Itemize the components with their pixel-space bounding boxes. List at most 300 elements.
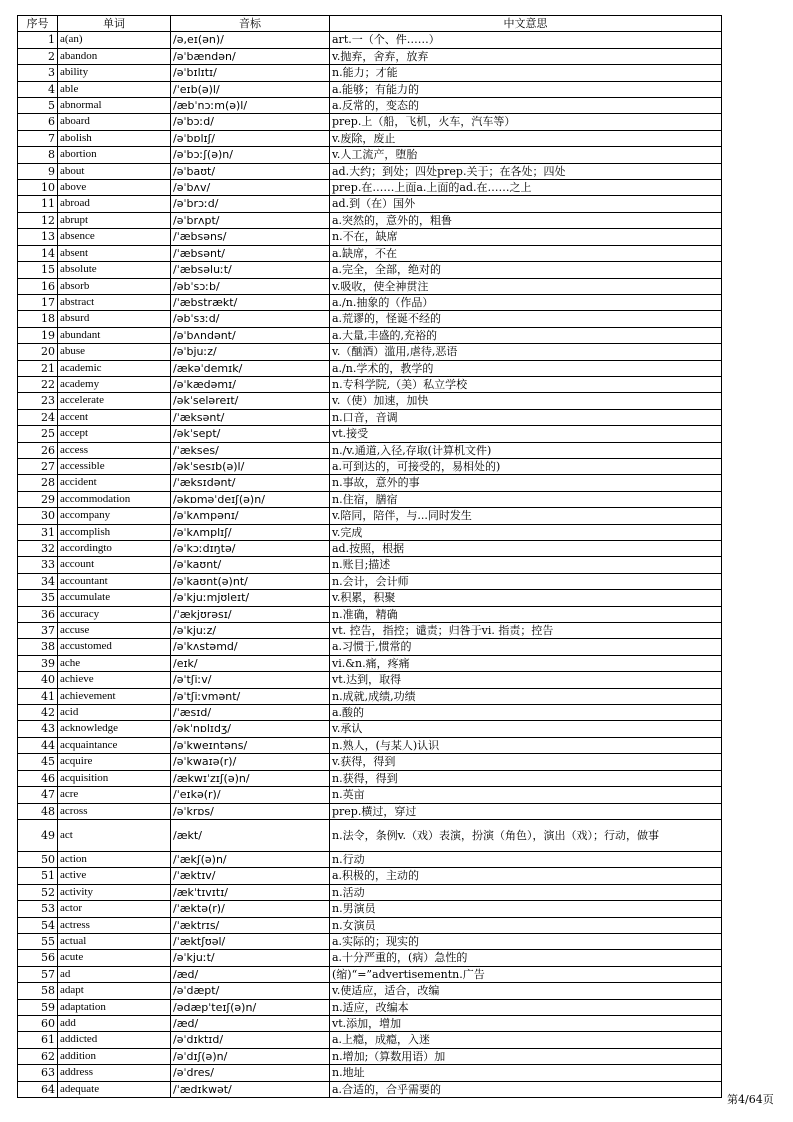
entry-meaning: prep.在……上面a.上面的ad.在……之上 <box>330 180 722 196</box>
entry-phonetic: /əkˈseləreɪt/ <box>171 393 330 409</box>
entry-phonetic: /ˈæbsəns/ <box>171 229 330 245</box>
entry-meaning: n.适应，改编本 <box>330 999 722 1015</box>
entry-number: 57 <box>18 966 58 982</box>
entry-number: 10 <box>18 180 58 196</box>
entry-number: 11 <box>18 196 58 212</box>
entry-meaning: a.突然的，意外的，粗鲁 <box>330 212 722 228</box>
entry-meaning: vt.添加，增加 <box>330 1015 722 1031</box>
entry-meaning: a.能够；有能力的 <box>330 81 722 97</box>
entry-word: academic <box>58 360 171 376</box>
table-row <box>18 65 722 81</box>
table-row <box>18 344 722 360</box>
table-row <box>18 426 722 442</box>
table-row <box>18 754 722 770</box>
entry-word: accept <box>58 426 171 442</box>
table-row <box>18 705 722 721</box>
entry-meaning: n.专科学院,（美）私立学校 <box>330 376 722 392</box>
table-row <box>18 884 722 900</box>
entry-meaning: v.（使）加速，加快 <box>330 393 722 409</box>
entry-word: acre <box>58 787 171 803</box>
entry-meaning: n.口音，音调 <box>330 409 722 425</box>
entry-word: abolish <box>58 130 171 146</box>
table-row <box>18 672 722 688</box>
table-row <box>18 32 722 48</box>
entry-phonetic: /əˈkɔːdɪŋtə/ <box>171 541 330 557</box>
table-row <box>18 393 722 409</box>
entry-number: 4 <box>18 81 58 97</box>
entry-number: 44 <box>18 737 58 753</box>
entry-number: 27 <box>18 458 58 474</box>
entry-phonetic: /əˈdres/ <box>171 1065 330 1081</box>
entry-word: addicted <box>58 1032 171 1048</box>
entry-meaning: a.积极的，主动的 <box>330 868 722 884</box>
table-row <box>18 114 722 130</box>
table-row <box>18 950 722 966</box>
entry-phonetic: /əbˈsɜːd/ <box>171 311 330 327</box>
entry-word: abundant <box>58 327 171 343</box>
entry-number: 62 <box>18 1048 58 1064</box>
entry-number: 1 <box>18 32 58 48</box>
entry-phonetic: /ˈæktrɪs/ <box>171 917 330 933</box>
entry-meaning: n.会计，会计师 <box>330 573 722 589</box>
entry-number: 30 <box>18 508 58 524</box>
entry-phonetic: /ˈæktə(r)/ <box>171 901 330 917</box>
table-row <box>18 278 722 294</box>
entry-number: 59 <box>18 999 58 1015</box>
entry-phonetic: /əˈbɪlɪtɪ/ <box>171 65 330 81</box>
entry-phonetic: /əˈkweɪntəns/ <box>171 737 330 753</box>
entry-meaning: n.获得，得到 <box>330 770 722 786</box>
entry-number: 47 <box>18 787 58 803</box>
entry-number: 24 <box>18 409 58 425</box>
entry-word: access <box>58 442 171 458</box>
table-row <box>18 901 722 917</box>
entry-number: 39 <box>18 655 58 671</box>
entry-number: 16 <box>18 278 58 294</box>
entry-meaning: a.合适的，合乎需要的 <box>330 1081 722 1097</box>
entry-number: 48 <box>18 803 58 819</box>
entry-phonetic: /ˈækses/ <box>171 442 330 458</box>
entry-number: 5 <box>18 98 58 114</box>
entry-word: aboard <box>58 114 171 130</box>
entry-phonetic: /ækwɪˈzɪʃ(ə)n/ <box>171 770 330 786</box>
table-row <box>18 983 722 999</box>
entry-number: 19 <box>18 327 58 343</box>
entry-word: accustomed <box>58 639 171 655</box>
entry-number: 20 <box>18 344 58 360</box>
table-row <box>18 163 722 179</box>
entry-meaning: n.增加;（算数用语）加 <box>330 1048 722 1064</box>
entry-word: active <box>58 868 171 884</box>
table-row <box>18 541 722 557</box>
entry-word: accessible <box>58 458 171 474</box>
entry-phonetic: /ækt/ <box>171 819 330 851</box>
table-row <box>18 475 722 491</box>
entry-word: abroad <box>58 196 171 212</box>
table-row <box>18 524 722 540</box>
table-row <box>18 376 722 392</box>
table-row <box>18 262 722 278</box>
entry-word: acknowledge <box>58 721 171 737</box>
entry-word: achievement <box>58 688 171 704</box>
entry-meaning: n.行动 <box>330 851 722 867</box>
entry-meaning: v.承认 <box>330 721 722 737</box>
entry-number: 55 <box>18 933 58 949</box>
entry-number: 29 <box>18 491 58 507</box>
header-row <box>18 16 722 32</box>
entry-meaning: a.大量,丰盛的,充裕的 <box>330 327 722 343</box>
entry-phonetic: /əˈkjuːt/ <box>171 950 330 966</box>
entry-word: accordingto <box>58 541 171 557</box>
entry-meaning: n.法令，条例v.（戏）表演，扮演（角色），演出（戏）；行动，做事 <box>330 819 722 851</box>
table-row <box>18 294 722 310</box>
table-row <box>18 851 722 867</box>
entry-phonetic: /ˈædɪkwət/ <box>171 1081 330 1097</box>
entry-word: adapt <box>58 983 171 999</box>
entry-number: 56 <box>18 950 58 966</box>
entry-meaning: v.积累，积聚 <box>330 590 722 606</box>
entry-phonetic: /æd/ <box>171 1015 330 1031</box>
entry-phonetic: /əˈbʌndənt/ <box>171 327 330 343</box>
entry-word: accommodation <box>58 491 171 507</box>
entry-phonetic: /əˈbɔːʃ(ə)n/ <box>171 147 330 163</box>
entry-phonetic: /əˈtʃiːvmənt/ <box>171 688 330 704</box>
entry-meaning: v.获得，得到 <box>330 754 722 770</box>
entry-meaning: ad.到（在）国外 <box>330 196 722 212</box>
table-row <box>18 245 722 261</box>
entry-word: accent <box>58 409 171 425</box>
entry-meaning: a.完全，全部，绝对的 <box>330 262 722 278</box>
entry-number: 36 <box>18 606 58 622</box>
entry-word: absent <box>58 245 171 261</box>
entry-word: absence <box>58 229 171 245</box>
entry-word: acid <box>58 705 171 721</box>
entry-phonetic: /əˈkrɒs/ <box>171 803 330 819</box>
entry-word: abandon <box>58 48 171 64</box>
entry-word: actor <box>58 901 171 917</box>
entry-phonetic: /ˈækʃ(ə)n/ <box>171 851 330 867</box>
entry-meaning: a.十分严重的，(病）急性的 <box>330 950 722 966</box>
entry-number: 54 <box>18 917 58 933</box>
entry-number: 50 <box>18 851 58 867</box>
table-row <box>18 147 722 163</box>
entry-phonetic: /əˈbɒlɪʃ/ <box>171 130 330 146</box>
entry-number: 26 <box>18 442 58 458</box>
entry-phonetic: /əˈbjuːz/ <box>171 344 330 360</box>
entry-word: accuse <box>58 623 171 639</box>
entry-phonetic: /əˈkædəmɪ/ <box>171 376 330 392</box>
header-meaning: 中文意思 <box>330 16 722 32</box>
entry-meaning: n.男演员 <box>330 901 722 917</box>
entry-meaning: vt.接受 <box>330 426 722 442</box>
entry-word: actual <box>58 933 171 949</box>
table-row <box>18 229 722 245</box>
entry-number: 58 <box>18 983 58 999</box>
entry-meaning: v.废除，废止 <box>330 130 722 146</box>
entry-word: abuse <box>58 344 171 360</box>
entry-word: address <box>58 1065 171 1081</box>
entry-meaning: n.账目;描述 <box>330 557 722 573</box>
entry-word: adaptation <box>58 999 171 1015</box>
entry-number: 7 <box>18 130 58 146</box>
table-row <box>18 98 722 114</box>
entry-phonetic: /əˈtʃiːv/ <box>171 672 330 688</box>
entry-number: 63 <box>18 1065 58 1081</box>
table-row <box>18 1015 722 1031</box>
table-row <box>18 458 722 474</box>
vocabulary-table <box>17 15 722 1098</box>
entry-meaning: a.反常的，变态的 <box>330 98 722 114</box>
entry-phonetic: /ədæpˈteɪʃ(ə)n/ <box>171 999 330 1015</box>
entry-number: 34 <box>18 573 58 589</box>
table-row <box>18 933 722 949</box>
entry-phonetic: /eɪk/ <box>171 655 330 671</box>
entry-meaning: v.（酗酒）滥用,虐待,恶语 <box>330 344 722 360</box>
entry-meaning: n.事故，意外的事 <box>330 475 722 491</box>
entry-word: ad <box>58 966 171 982</box>
entry-word: abnormal <box>58 98 171 114</box>
entry-number: 60 <box>18 1015 58 1031</box>
entry-phonetic: /əˈbʌv/ <box>171 180 330 196</box>
entry-phonetic: /əˈkaʊnt/ <box>171 557 330 573</box>
entry-word: acquisition <box>58 770 171 786</box>
entry-phonetic: /ˈæsɪd/ <box>171 705 330 721</box>
entry-meaning: a.酸的 <box>330 705 722 721</box>
entry-phonetic: /əkɒməˈdeɪʃ(ə)n/ <box>171 491 330 507</box>
table-row <box>18 803 722 819</box>
entry-number: 46 <box>18 770 58 786</box>
entry-number: 38 <box>18 639 58 655</box>
entry-word: accident <box>58 475 171 491</box>
entry-meaning: v.吸收，使全神贯注 <box>330 278 722 294</box>
entry-meaning: a.实际的；现实的 <box>330 933 722 949</box>
entry-meaning: n.活动 <box>330 884 722 900</box>
entry-word: accomplish <box>58 524 171 540</box>
entry-number: 9 <box>18 163 58 179</box>
entry-number: 42 <box>18 705 58 721</box>
table-row <box>18 311 722 327</box>
entry-phonetic: /ˈæksənt/ <box>171 409 330 425</box>
entry-word: across <box>58 803 171 819</box>
entry-meaning: v.人工流产，堕胎 <box>330 147 722 163</box>
entry-meaning: n.地址 <box>330 1065 722 1081</box>
table-row <box>18 787 722 803</box>
entry-word: academy <box>58 376 171 392</box>
table-row <box>18 721 722 737</box>
entry-word: abrupt <box>58 212 171 228</box>
entry-meaning: n.住宿，膳宿 <box>330 491 722 507</box>
entry-meaning: prep.上（船，飞机，火车，汽车等） <box>330 114 722 130</box>
entry-phonetic: /ækəˈdemɪk/ <box>171 360 330 376</box>
table-row <box>18 573 722 589</box>
entry-word: accuracy <box>58 606 171 622</box>
entry-word: absurd <box>58 311 171 327</box>
entry-word: adequate <box>58 1081 171 1097</box>
entry-phonetic: /əˈkaʊnt(ə)nt/ <box>171 573 330 589</box>
entry-phonetic: /əkˈnɒlɪdʒ/ <box>171 721 330 737</box>
entry-number: 12 <box>18 212 58 228</box>
table-row <box>18 655 722 671</box>
entry-word: account <box>58 557 171 573</box>
entry-number: 28 <box>18 475 58 491</box>
entry-phonetic: /əkˈsept/ <box>171 426 330 442</box>
entry-phonetic: /ækˈtɪvɪtɪ/ <box>171 884 330 900</box>
table-row <box>18 737 722 753</box>
entry-phonetic: /ˈeɪkə(r)/ <box>171 787 330 803</box>
header-ipa: 音标 <box>171 16 330 32</box>
entry-meaning: n.准确，精确 <box>330 606 722 622</box>
entry-word: able <box>58 81 171 97</box>
table-row <box>18 196 722 212</box>
header-num: 序号 <box>18 16 58 32</box>
table-row <box>18 639 722 655</box>
entry-word: above <box>58 180 171 196</box>
entry-meaning: (缩)“=”advertisementn.广告 <box>330 966 722 982</box>
entry-meaning: a./n.抽象的（作品） <box>330 294 722 310</box>
entry-word: accelerate <box>58 393 171 409</box>
entry-meaning: a.可到达的，可接受的，易相处的) <box>330 458 722 474</box>
entry-number: 40 <box>18 672 58 688</box>
entry-word: absolute <box>58 262 171 278</box>
entry-word: ache <box>58 655 171 671</box>
entry-number: 21 <box>18 360 58 376</box>
entry-number: 35 <box>18 590 58 606</box>
entry-phonetic: /əˈdɪʃ(ə)n/ <box>171 1048 330 1064</box>
entry-number: 3 <box>18 65 58 81</box>
entry-phonetic: /æbˈnɔːm(ə)l/ <box>171 98 330 114</box>
entry-number: 33 <box>18 557 58 573</box>
entry-number: 14 <box>18 245 58 261</box>
page-number: 第4/64页 <box>727 1093 774 1106</box>
entry-meaning: prep.横过，穿过 <box>330 803 722 819</box>
entry-phonetic: /ˈæksɪdənt/ <box>171 475 330 491</box>
entry-word: accountant <box>58 573 171 589</box>
entry-meaning: n.成就,成绩,功绩 <box>330 688 722 704</box>
entry-word: accompany <box>58 508 171 524</box>
entry-phonetic: /əˈbrɔːd/ <box>171 196 330 212</box>
entry-meaning: n.英亩 <box>330 787 722 803</box>
table-row <box>18 508 722 524</box>
table-row <box>18 917 722 933</box>
entry-meaning: v.抛弃，舍弃，放弃 <box>330 48 722 64</box>
entry-meaning: a.上瘾，成瘾，入迷 <box>330 1032 722 1048</box>
entry-phonetic: /əˈkjuːmjʊleɪt/ <box>171 590 330 606</box>
table-row <box>18 491 722 507</box>
entry-phonetic: /əˈkʌmplɪʃ/ <box>171 524 330 540</box>
entry-word: a(an) <box>58 32 171 48</box>
entry-number: 45 <box>18 754 58 770</box>
entry-meaning: n.女演员 <box>330 917 722 933</box>
entry-word: add <box>58 1015 171 1031</box>
entry-number: 53 <box>18 901 58 917</box>
entry-number: 25 <box>18 426 58 442</box>
table-row <box>18 688 722 704</box>
entry-phonetic: /ˈæbstrækt/ <box>171 294 330 310</box>
entry-number: 51 <box>18 868 58 884</box>
entry-word: action <box>58 851 171 867</box>
entry-phonetic: /ə,eɪ(ən)/ <box>171 32 330 48</box>
table-row <box>18 327 722 343</box>
entry-number: 8 <box>18 147 58 163</box>
table-row <box>18 442 722 458</box>
entry-number: 49 <box>18 819 58 851</box>
entry-phonetic: /ˈæbsənt/ <box>171 245 330 261</box>
table-row <box>18 623 722 639</box>
entry-number: 13 <box>18 229 58 245</box>
entry-word: actress <box>58 917 171 933</box>
entry-word: ability <box>58 65 171 81</box>
entry-word: act <box>58 819 171 851</box>
entry-meaning: a.习惯于,惯常的 <box>330 639 722 655</box>
table-row <box>18 606 722 622</box>
entry-number: 61 <box>18 1032 58 1048</box>
table-row <box>18 1081 722 1097</box>
entry-meaning: vt. 控告，指控；谴责；归咎于vi. 指责；控告 <box>330 623 722 639</box>
entry-phonetic: /ˈæktʃʊəl/ <box>171 933 330 949</box>
entry-number: 17 <box>18 294 58 310</box>
table-row <box>18 1032 722 1048</box>
entry-word: accumulate <box>58 590 171 606</box>
entry-number: 41 <box>18 688 58 704</box>
entry-meaning: vt.达到，取得 <box>330 672 722 688</box>
entry-phonetic: /əˈbaʊt/ <box>171 163 330 179</box>
entry-number: 23 <box>18 393 58 409</box>
table-row <box>18 130 722 146</box>
entry-word: acquire <box>58 754 171 770</box>
entry-word: acquaintance <box>58 737 171 753</box>
table-row <box>18 81 722 97</box>
entry-word: activity <box>58 884 171 900</box>
entry-phonetic: /əˈkʌstəmd/ <box>171 639 330 655</box>
table-row <box>18 409 722 425</box>
header-word: 单词 <box>58 16 171 32</box>
table-row <box>18 557 722 573</box>
entry-word: acute <box>58 950 171 966</box>
entry-phonetic: /ˈæbsəluːt/ <box>171 262 330 278</box>
entry-phonetic: /əˈdæpt/ <box>171 983 330 999</box>
entry-phonetic: /əbˈsɔːb/ <box>171 278 330 294</box>
entry-number: 6 <box>18 114 58 130</box>
table-row <box>18 48 722 64</box>
entry-number: 22 <box>18 376 58 392</box>
entry-number: 64 <box>18 1081 58 1097</box>
entry-meaning: a./n.学术的，教学的 <box>330 360 722 376</box>
table-row <box>18 1065 722 1081</box>
table-row <box>18 212 722 228</box>
table-row <box>18 590 722 606</box>
entry-meaning: ad.大约；到处；四处prep.关于；在各处；四处 <box>330 163 722 179</box>
entry-meaning: v.陪同，陪伴，与...同时发生 <box>330 508 722 524</box>
entry-meaning: v.使适应，适合，改编 <box>330 983 722 999</box>
entry-meaning: n.能力；才能 <box>330 65 722 81</box>
table-row <box>18 868 722 884</box>
entry-phonetic: /əˈbrʌpt/ <box>171 212 330 228</box>
entry-word: abstract <box>58 294 171 310</box>
entry-meaning: ad.按照，根据 <box>330 541 722 557</box>
entry-number: 18 <box>18 311 58 327</box>
entry-word: addition <box>58 1048 171 1064</box>
entry-number: 37 <box>18 623 58 639</box>
entry-phonetic: /æd/ <box>171 966 330 982</box>
entry-number: 43 <box>18 721 58 737</box>
entry-number: 52 <box>18 884 58 900</box>
entry-phonetic: /əkˈsesɪb(ə)l/ <box>171 458 330 474</box>
table-row <box>18 360 722 376</box>
entry-word: absorb <box>58 278 171 294</box>
table-row <box>18 1048 722 1064</box>
entry-word: about <box>58 163 171 179</box>
entry-meaning: n.熟人，(与某人)认识 <box>330 737 722 753</box>
